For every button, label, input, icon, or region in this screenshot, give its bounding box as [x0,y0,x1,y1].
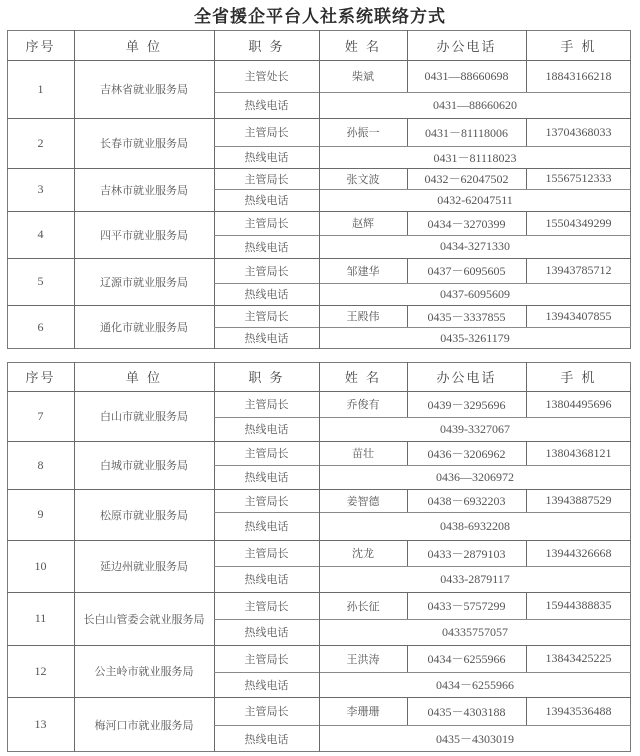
row-hotline: 0433-2879117 [440,571,510,586]
divider [319,391,320,441]
row-hotline-label: 热线电话 [244,678,289,692]
row-mobile: 18843166218 [545,68,612,83]
divider [526,645,527,672]
divider [319,211,320,258]
row-hotline-label: 热线电话 [244,240,289,254]
header-name: 姓 名 [344,371,382,386]
divider [214,146,631,147]
row-hotline: 0432-62047511 [437,192,513,207]
divider [214,92,631,93]
row-unit: 吉林省就业服务局 [100,83,188,96]
row-mobile: 13943887529 [545,493,612,507]
divider [407,391,408,417]
divider [407,441,408,465]
row-hotline: 0436—3206972 [436,469,514,484]
divider [407,258,408,283]
row-hotline: 0439-3327067 [440,421,510,436]
row-hotline: 0435-3261179 [440,330,510,345]
row-unit: 松原市就业服务局 [100,508,188,522]
divider [214,417,631,418]
divider [214,283,631,284]
row-hotline: 0431—88660620 [433,97,517,112]
divider [526,211,527,235]
divider [319,305,320,349]
row-mobile: 13943407855 [545,308,612,323]
header-position: 职 务 [248,39,285,55]
row-no: 3 [37,182,44,196]
divider [319,168,320,211]
divider [526,592,527,619]
row-unit: 长春市就业服务局 [100,137,188,150]
divider [526,258,527,283]
divider [407,540,408,566]
row-position: 主管局长 [244,447,289,460]
row-hotline-label: 热线电话 [244,471,289,484]
divider [407,645,408,672]
row-name: 孙长征 [346,599,380,613]
divider [214,235,631,236]
divider [526,118,527,146]
divider [214,189,631,190]
row-mobile: 15504349299 [545,215,612,230]
divider [214,465,631,466]
divider [526,391,527,417]
row-office-phone: 0436－3206962 [427,446,506,461]
row-no: 5 [37,274,44,288]
row-unit: 通化市就业服务局 [100,321,188,334]
divider [319,540,320,592]
row-office-phone: 0438－6932203 [427,494,506,508]
divider [407,168,408,189]
divider [319,697,320,752]
row-name: 沈龙 [352,547,374,560]
row-hotline-label: 热线电话 [244,194,289,207]
row-office-phone: 0431－81118006 [424,125,509,140]
divider [407,211,408,235]
row-office-phone: 0439－3295696 [427,397,506,412]
row-no: 12 [34,663,47,678]
divider [526,168,527,189]
header-no: 序号 [25,39,56,55]
row-office-phone: 0431—88660698 [424,68,509,83]
row-unit: 辽源市就业服务局 [100,275,188,289]
row-no: 4 [37,227,44,241]
row-mobile: 13843425225 [545,651,612,665]
header-no: 序号 [25,371,56,386]
row-mobile: 13943785712 [545,263,612,277]
row-position: 主管局长 [244,494,289,508]
row-hotline: 0434-3271330 [440,239,510,253]
header-mobile: 手 机 [560,371,597,386]
row-office-phone: 0435－3337855 [427,309,506,324]
divider [319,489,320,540]
row-name: 姜智德 [346,494,380,508]
divider [407,592,408,619]
row-mobile: 15567512333 [545,171,612,185]
row-hotline-label: 热线电话 [244,423,289,436]
row-no: 8 [37,457,44,472]
row-no: 9 [37,507,44,521]
row-unit: 梅河口市就业服务局 [94,718,194,732]
row-name: 张文波 [346,172,380,186]
divider [214,327,631,328]
row-name: 邹建华 [346,264,380,278]
divider [214,619,631,620]
page-title: 全省援企平台人社系统联络方式 [194,7,446,27]
row-office-phone: 0433－2879103 [427,546,506,561]
row-position: 主管局长 [244,652,289,666]
row-office-phone: 0434－6255966 [427,652,506,666]
row-mobile: 13804495696 [545,396,612,411]
row-hotline-label: 热线电话 [244,626,289,639]
row-name: 乔俊有 [346,398,380,411]
divider [214,672,631,673]
divider [319,592,320,645]
row-name: 王洪涛 [346,652,380,666]
row-no: 10 [34,558,47,573]
row-unit: 公主岭市就业服务局 [94,665,194,678]
header-position: 职 务 [248,371,285,386]
divider [407,697,408,725]
row-position: 主管局长 [244,310,289,323]
row-position: 主管局长 [244,264,289,278]
row-mobile: 13804368121 [545,445,612,460]
row-name: 李珊珊 [346,705,380,718]
divider [214,512,631,513]
row-name: 孙振一 [346,126,380,139]
row-hotline-label: 热线电话 [244,288,289,301]
row-unit: 长白山管委会就业服务局 [83,612,205,626]
header-office-phone: 办公电话 [436,371,497,386]
row-hotline-label: 热线电话 [244,332,289,345]
row-position: 主管处长 [244,70,289,83]
row-name: 柴斌 [352,70,374,83]
row-unit: 白城市就业服务局 [100,459,188,472]
row-unit: 白山市就业服务局 [100,410,188,423]
row-position: 主管局长 [244,398,289,411]
divider [319,118,320,168]
row-hotline: 0431－81118023 [433,150,517,165]
row-office-phone: 0435－4303188 [427,704,506,719]
divider [526,540,527,566]
divider [214,725,631,726]
row-unit: 延边州就业服务局 [100,560,188,573]
row-unit: 吉林市就业服务局 [100,183,188,197]
divider [526,697,527,725]
divider [526,489,527,512]
row-no: 13 [34,717,47,731]
row-no: 11 [34,611,47,625]
row-hotline-label: 热线电话 [244,732,289,746]
row-hotline-label: 热线电话 [244,99,289,112]
header-unit: 单 位 [125,371,163,386]
row-position: 主管局长 [244,547,289,560]
row-hotline: 04335757057 [442,624,508,639]
row-position: 主管局长 [244,217,289,230]
row-mobile: 13944326668 [545,545,612,560]
row-unit: 四平市就业服务局 [100,228,188,242]
row-mobile: 13943536488 [545,703,612,718]
row-office-phone: 0434－3270399 [427,216,506,231]
divider [526,305,527,327]
divider [407,118,408,146]
row-position: 主管局长 [244,705,289,718]
divider [407,489,408,512]
divider [319,645,320,697]
divider [526,441,527,465]
row-mobile: 13704368033 [545,124,612,139]
row-position: 主管局长 [244,599,289,613]
row-hotline: 0438-6932208 [440,518,510,533]
row-hotline: 0435－4303019 [435,732,514,746]
row-hotline-label: 热线电话 [244,151,289,164]
divider [319,441,320,489]
row-hotline-label: 热线电话 [244,573,289,586]
row-hotline: 0434－6255966 [435,678,514,692]
row-name: 王殿伟 [346,310,380,323]
row-name: 苗壮 [352,447,374,460]
divider [407,60,408,92]
divider [319,60,320,118]
row-no: 6 [37,319,44,334]
header-mobile: 手 机 [560,39,597,55]
row-office-phone: 0433－5757299 [427,599,506,613]
row-office-phone: 0437－6095605 [427,264,506,278]
row-no: 7 [37,408,44,423]
divider [526,60,527,92]
row-name: 赵辉 [352,217,374,230]
row-position: 主管局长 [244,126,289,139]
header-name: 姓 名 [344,39,382,55]
header-unit: 单 位 [125,39,163,55]
row-no: 2 [37,135,44,150]
row-hotline-label: 热线电话 [244,520,289,533]
row-mobile: 15944388835 [545,598,612,612]
row-position: 主管局长 [244,172,289,186]
divider [319,258,320,305]
divider [214,566,631,567]
row-office-phone: 0432－62047502 [424,172,509,186]
divider [407,305,408,327]
row-no: 1 [37,81,44,96]
header-office-phone: 办公电话 [436,39,497,55]
row-hotline: 0437-6095609 [440,286,510,301]
